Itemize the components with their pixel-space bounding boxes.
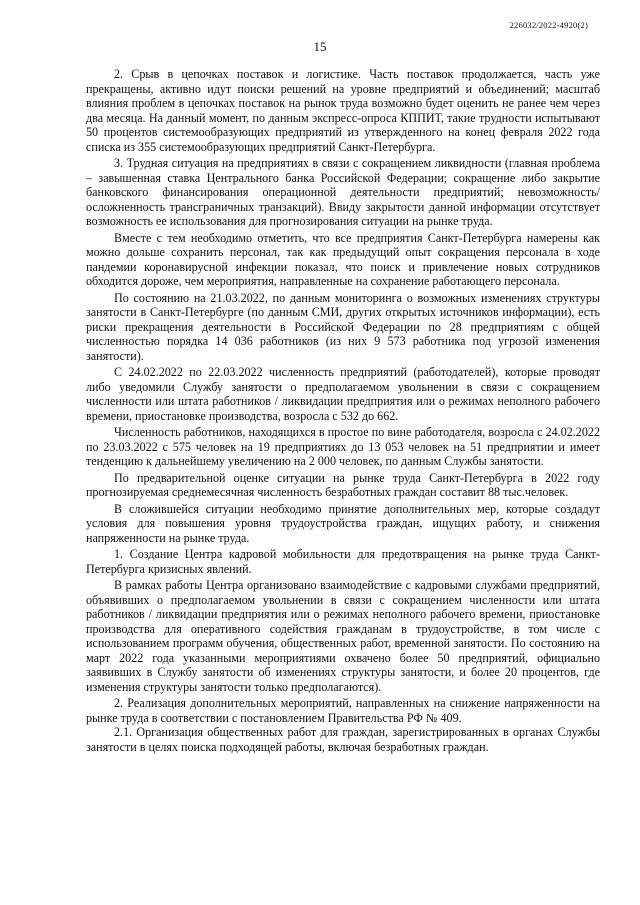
paragraph-resolution-409: 2. Реализация дополнительных мероприятий, направленных на снижение напряженности на рынке труда в соответствии с постановлением Правительства РФ № 409. <box>86 696 600 725</box>
paragraph-employers-count: С 24.02.2022 по 22.03.2022 численность предприятий (работодателей), которые проводят либо уведомили Службу занятости о предполагаемом увольнении в связи с сокращением численности или штата работников / ликвидации предприятия или о режимах неполного рабочего времени, приостановке производства, возросла с 532 до 662. <box>86 365 600 423</box>
page-number: 15 <box>313 39 327 54</box>
paragraph-idle-workers: Численность работников, находящихся в простое по вине работодателя, возросла с 24.02.2022 по 23.03.2022 с 575 человек на 19 предприятиях до 13 053 человек на 51 предприятии и имеет тенденцию к дальнейшему увеличению на 2 000 человек, по данным Службы занятости. <box>86 425 600 468</box>
paragraph-public-works: 2.1. Организация общественных работ для граждан, зарегистрированных в органах Службы занятости в целях поиска подходящей работы, включая безработных граждан. <box>86 725 600 754</box>
document-reference-number: 226032/2022-4920(2) <box>509 20 588 30</box>
paragraph-monitoring-2103: По состоянию на 21.03.2022, по данным мониторинга о возможных изменениях структуры занятости в Санкт-Петербурге (по данным СМИ, других открытых источников информации), есть риски прекращения деятельности в Российской Федерации по 28 предприятиям с общей численностью порядка 14 036 работников (из них 9 573 работника под угрозой изменения занятости). <box>86 290 600 363</box>
paragraph-additional-measures: В сложившейся ситуации необходимо принятие дополнительных мер, которые создадут условия для повышения уровня трудоустройства граждан, ищущих работу, и снижения напряженности на рынке труда. <box>86 501 600 545</box>
paragraph-center-work: В рамках работы Центра организовано взаимодействие с кадровыми службами предприятий, объявивших о предполагаемом увольнении в связи с сокращением численности или штата работников / ликвидации предприятия или о режимах неполного рабочего времени, приостановке производства для оперативного содействия гражданам в трудоустройстве, в том числе с использованием программ обучения, общественных работ, временной занятости. По состоянию на март 2022 года указанными мероприятиями охвачено более 50 предприятий, официально заявивших в Службу занятости об изменениях структуры занятости, и более 20 процентов, где изменения структуры занятости только предполагаются). <box>86 578 600 694</box>
paragraph-liquidity: 3. Трудная ситуация на предприятиях в связи с сокращением ликвидности (главная проблема – завышенная ставка Центрального банка Российской Федерации; сокращение либо закрытие банковского финансирования операционной деятельности предприятий; невозможность/осложненность трансграничных транзакций). Ввиду закрытости данной информации отсутствует возможность ее использования для прогнозирования ситуации на рынке труда. <box>86 156 600 228</box>
document-body <box>86 67 600 754</box>
paragraph-retain-staff: Вместе с тем необходимо отметить, что все предприятия Санкт-Петербурга намерены как можно дольше сохранить персонал, так как предыдущий опыт сокращения персонала в ходе пандемии коронавирусной инфекции показал, что поиск и привлечение новых сотрудников обходится дороже, чем мероприятия, направленные на сохранение работающего персонала. <box>86 230 600 288</box>
paragraph-supply-chains: 2. Срыв в цепочках поставок и логистике. Часть поставок продолжается, часть уже прекращены, активно идут поиски решений на уровне предприятий и объединений; масштаб влияния проблем в цепочках поставок на рынок труда возможно будет оценить не ранее чем через два месяца. На данный момент, по данным экспресс-опроса КППИТ, такие трудности испытывают 50 процентов системообразующих предприятий из утвержденного на конец февраля 2022 года списка из 355 системообразующих предприятий Санкт-Петербурга. <box>86 67 600 154</box>
paragraph-unemployment-forecast: По предварительной оценке ситуации на рынке труда Санкт-Петербурга в 2022 году прогнозируемая среднемесячная численность безработных граждан составит 88 тыс.человек. <box>86 470 600 499</box>
paragraph-mobility-center: 1. Создание Центра кадровой мобильности для предотвращения на рынке труда Санкт-Петербурга кризисных явлений. <box>86 547 600 576</box>
